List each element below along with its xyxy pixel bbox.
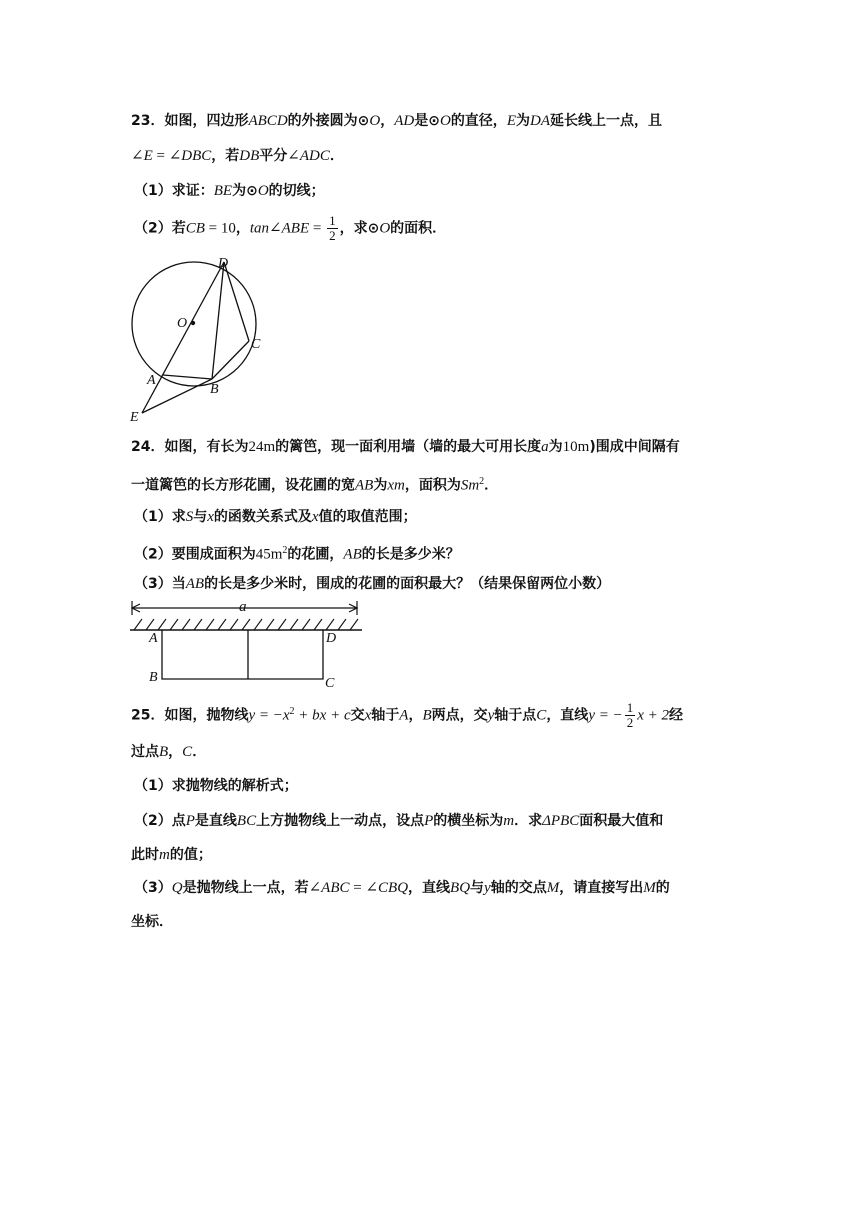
center-point-O: [191, 321, 195, 325]
q24-part-1: （1）求S与x的函数关系式及x值的取值范围；: [134, 509, 417, 525]
wall-hatching: [134, 619, 358, 630]
q24-line-1: 24．如图，有长为24m的篱笆，现一面利用墙（墙的最大可用长度a为10m)围成中间隔有: [131, 439, 680, 455]
label-A: A: [149, 631, 158, 646]
label-E: E: [130, 410, 139, 424]
q25-part-3-cont: 坐标．: [131, 914, 173, 930]
q25-line-1: 25．如图，抛物线$y = -x^2$ + bx + c交x轴于A，B两点，交y轴于点C，直线y = − $\frac{1}{2}$ x + 2经: [131, 700, 683, 730]
fraction-one-half: $\frac{1}{2}$: [626, 700, 634, 730]
q24-part-2: （2）要围成面积为$45m^2$的花圃，AB的长是多少米？: [134, 545, 460, 563]
q23-circle-figure: [126, 254, 286, 424]
segment-AB: [163, 375, 212, 379]
q25-line-2: 过点B，C．: [131, 744, 207, 760]
q25-part-3: （3）Q是抛物线上一点，若∠ABC = ∠CBQ，直线BQ与y轴的交点M，请直接写出M的: [134, 880, 670, 896]
label-O: O: [177, 316, 188, 331]
q23-part-2: （2）若CB = 10，tan∠ABE = $\frac{1}{2}$ ，求⊙O的面积．: [134, 213, 447, 243]
label-B: B: [210, 382, 219, 397]
q23-part-1: （1）求证：BE为⊙O的切线；: [134, 183, 325, 199]
q24-garden-figure: [126, 598, 376, 690]
label-a: a: [239, 599, 247, 615]
q25-part-2-cont: 此时m的值；: [131, 847, 212, 863]
q25-part-1: （1）求抛物线的解析式；: [134, 778, 298, 794]
q23-line-1: 23．如图，四边形ABCD的外接圆为⊙O，AD是⊙O的直径，E为DA延长线上一点，且: [131, 113, 662, 129]
fence-outline: [162, 630, 323, 679]
segment-BC: [212, 341, 249, 379]
label-B: B: [149, 670, 158, 685]
q23-line-2: ∠E = ∠DBC，若DB平分∠ADC．: [131, 148, 344, 164]
label-D: D: [218, 256, 229, 271]
q25-part-2: （2）点P是直线BC上方抛物线上一动点，设点P的横坐标为m．求ΔPBC面积最大值和: [134, 813, 664, 829]
fraction-one-half: $\frac{1}{2}$: [329, 213, 336, 243]
q24-line-2: 一道篱笆的长方形花圃，设花圃的宽AB为xm，面积为Sm$^2$．: [131, 476, 499, 494]
q24-part-3: （3）当AB的长是多少米时，围成的花圃的面积最大？（结果保留两位小数）: [134, 576, 611, 592]
label-C: C: [251, 337, 261, 352]
label-C: C: [325, 676, 335, 690]
segment-DC: [224, 262, 249, 341]
label-A: A: [147, 373, 156, 388]
label-D: D: [326, 631, 337, 646]
